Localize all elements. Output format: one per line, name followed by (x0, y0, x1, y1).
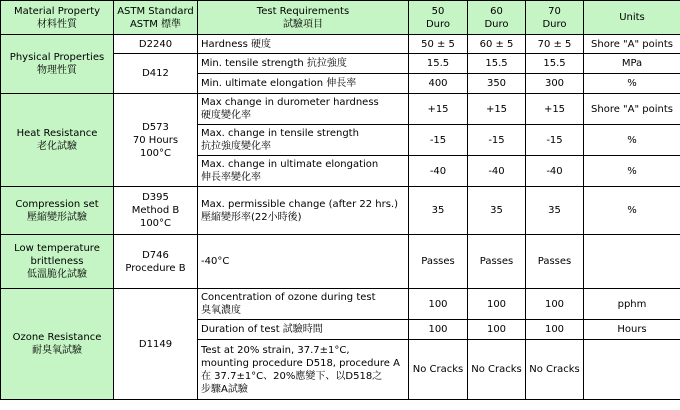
standard-cell: D412 (114, 54, 198, 94)
test-cell: Concentration of ozone during test 臭氧濃度 (198, 289, 409, 320)
unit-cell: Shore "A" points (584, 94, 680, 125)
unit-cell: Hours (584, 320, 680, 340)
header-astm-standard: ASTM Standard ASTM 標準 (114, 1, 198, 35)
header-material-property: Material Property 材料性質 (1, 1, 114, 35)
value-70-cell: -40 (526, 156, 584, 187)
value-70-cell: Passes (526, 235, 584, 289)
value-70-cell: -15 (526, 125, 584, 156)
unit-cell (584, 235, 680, 289)
standard-cell: D1149 (114, 289, 198, 400)
header-50-duro: 50 Duro (409, 1, 468, 35)
value-50-cell: 100 (409, 289, 468, 320)
value-60-cell: -15 (468, 125, 526, 156)
unit-cell: Shore "A" points (584, 35, 680, 54)
value-70-cell: 300 (526, 74, 584, 94)
value-60-cell: +15 (468, 94, 526, 125)
header-row (1, 1, 680, 35)
unit-cell (584, 340, 680, 400)
standard-cell: D395 Method B 100°C (114, 187, 198, 235)
table-row (1, 235, 680, 289)
value-70-cell: 35 (526, 187, 584, 235)
table-row (1, 35, 680, 54)
category-compression-set: Compression set 壓縮變形試驗 (1, 187, 114, 235)
header-70-duro: 70 Duro (526, 1, 584, 35)
standard-cell: D746 Procedure B (114, 235, 198, 289)
category-physical-properties: Physical Properties 物理性質 (1, 35, 114, 94)
value-50-cell: 50 ± 5 (409, 35, 468, 54)
category-low-temperature-brittleness: Low temperature brittleness 低溫脆化試驗 (1, 235, 114, 289)
value-70-cell: 70 ± 5 (526, 35, 584, 54)
table-row (1, 289, 680, 320)
value-50-cell: 100 (409, 320, 468, 340)
standard-cell: D573 70 Hours 100°C (114, 94, 198, 187)
value-60-cell: -40 (468, 156, 526, 187)
category-ozone-resistance: Ozone Resistance 耐臭氧試驗 (1, 289, 114, 400)
unit-cell: pphm (584, 289, 680, 320)
value-70-cell: 15.5 (526, 54, 584, 74)
test-cell: Hardness 硬度 (198, 35, 409, 54)
test-cell: Min. tensile strength 抗拉強度 (198, 54, 409, 74)
value-70-cell: 100 (526, 320, 584, 340)
value-50-cell: Passes (409, 235, 468, 289)
value-60-cell: 100 (468, 289, 526, 320)
unit-cell: % (584, 156, 680, 187)
category-heat-resistance: Heat Resistance 老化試驗 (1, 94, 114, 187)
value-50-cell: 35 (409, 187, 468, 235)
test-cell: -40°C (198, 235, 409, 289)
header-60-duro: 60 Duro (468, 1, 526, 35)
unit-cell: % (584, 187, 680, 235)
value-50-cell: +15 (409, 94, 468, 125)
test-cell: Duration of test 試驗時間 (198, 320, 409, 340)
value-60-cell: Passes (468, 235, 526, 289)
test-cell: Max. permissible change (after 22 hrs.) 壓縮變形率(22小時後) (198, 187, 409, 235)
value-50-cell: -40 (409, 156, 468, 187)
table-row (1, 94, 680, 125)
header-test-requirements: Test Requirements 試驗項目 (198, 1, 409, 35)
value-50-cell: 15.5 (409, 54, 468, 74)
value-70-cell: 100 (526, 289, 584, 320)
test-cell: Max change in durometer hardness 硬度變化率 (198, 94, 409, 125)
value-50-cell: No Cracks (409, 340, 468, 400)
test-cell: Max. change in ultimate elongation 伸長率變化率 (198, 156, 409, 187)
value-50-cell: -15 (409, 125, 468, 156)
value-60-cell: 60 ± 5 (468, 35, 526, 54)
value-60-cell: 35 (468, 187, 526, 235)
unit-cell: MPa (584, 54, 680, 74)
value-60-cell: 100 (468, 320, 526, 340)
value-70-cell: No Cracks (526, 340, 584, 400)
test-cell: Min. ultimate elongation 伸長率 (198, 74, 409, 94)
test-cell: Max. change in tensile strength 抗拉強度變化率 (198, 125, 409, 156)
header-units: Units (584, 1, 680, 35)
value-70-cell: +15 (526, 94, 584, 125)
standard-cell: D2240 (114, 35, 198, 54)
table-row (1, 187, 680, 235)
value-50-cell: 400 (409, 74, 468, 94)
unit-cell: % (584, 125, 680, 156)
value-60-cell: 350 (468, 74, 526, 94)
unit-cell: % (584, 74, 680, 94)
value-60-cell: 15.5 (468, 54, 526, 74)
value-60-cell: No Cracks (468, 340, 526, 400)
test-cell: Test at 20% strain, 37.7±1°C, mounting procedure D518, procedure A 在 37.7±1°C、20%應變下、以D518之 步驟A試驗 (198, 340, 409, 400)
